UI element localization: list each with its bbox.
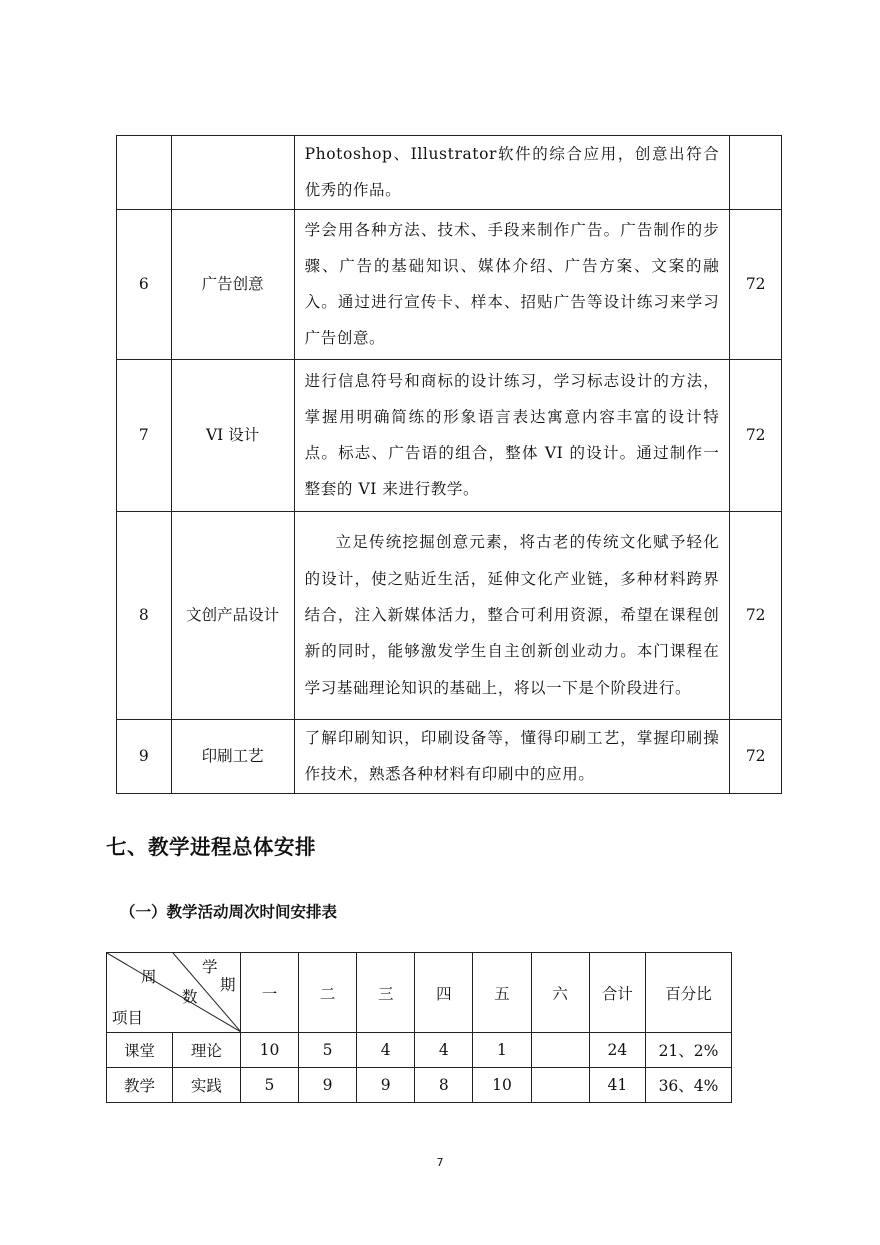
section-title: 七、教学进程总体安排 <box>106 835 316 859</box>
course-name <box>171 136 294 210</box>
group-label: 教学 <box>107 1068 173 1103</box>
course-name: VI 设计 <box>171 359 294 511</box>
column-header: 合计 <box>589 953 645 1033</box>
course-description: 学会用各种方法、技术、手段来制作广告。广告制作的步骤、广告的基础知识、媒体介绍、广告方案、文案的融入。通过进行宣传卡、样本、招贴广告等设计练习来学习广告创意。 <box>294 209 730 359</box>
corner-week: 周 <box>141 968 157 986</box>
course-hours: 72 <box>730 209 782 359</box>
course-description: 进行信息符号和商标的设计练习，学习标志设计的方法，掌握用明确简练的形象语言表达寓意内容丰富的设计特点。标志、广告语的组合，整体 VI 的设计。通过制作一整套的 VI 来进行教学。 <box>294 359 730 511</box>
column-header: 一 <box>240 953 298 1033</box>
course-hours: 72 <box>730 511 782 719</box>
course-number: 6 <box>117 209 172 359</box>
corner-item: 项目 <box>112 1009 144 1027</box>
course-description: Photoshop、Illustrator软件的综合应用，创意出符合优秀的作品。 <box>294 136 730 210</box>
table-cell: 36、4% <box>645 1068 731 1103</box>
table-row <box>107 1068 732 1103</box>
table-cell: 4 <box>357 1033 415 1068</box>
table-row <box>107 1033 732 1068</box>
course-number: 8 <box>117 511 172 719</box>
row-label: 理论 <box>172 1033 240 1068</box>
course-number: 9 <box>117 719 172 793</box>
course-name: 文创产品设计 <box>171 511 294 719</box>
table-cell: 8 <box>415 1068 473 1103</box>
table-cell: 1 <box>473 1033 531 1068</box>
table-cell <box>531 1068 589 1103</box>
course-number: 7 <box>117 359 172 511</box>
column-header: 百分比 <box>645 953 731 1033</box>
table-cell: 4 <box>415 1033 473 1068</box>
course-hours: 72 <box>730 359 782 511</box>
course-hours <box>730 136 782 210</box>
table-row <box>117 719 782 793</box>
table-cell: 5 <box>299 1033 357 1068</box>
course-table <box>116 135 782 794</box>
course-description: 立足传统挖掘创意元素，将古老的传统文化赋予轻化的设计，使之贴近生活，延伸文化产业链，多种材料跨界结合，注入新媒体活力，整合可利用资源，希望在课程创新的同时，能够激发学生自主创新创业动力。本门课程在学习基础理论知识的基础上，将以一下是个阶段进行。 <box>294 511 730 719</box>
table-cell: 5 <box>240 1068 298 1103</box>
schedule-table <box>106 952 732 1103</box>
table-row <box>117 136 782 210</box>
table-cell: 24 <box>589 1033 645 1068</box>
course-description: 了解印刷知识，印刷设备等，懂得印刷工艺，掌握印刷操作技术，熟悉各种材料有印刷中的应用。 <box>294 719 730 793</box>
column-header: 三 <box>357 953 415 1033</box>
table-cell: 10 <box>473 1068 531 1103</box>
table-row <box>117 209 782 359</box>
row-label: 实践 <box>172 1068 240 1103</box>
table-cell: 41 <box>589 1068 645 1103</box>
table-cell: 9 <box>299 1068 357 1103</box>
corner-semester-1: 学 <box>202 958 218 976</box>
subsection-title: （一）教学活动周次时间安排表 <box>120 903 338 921</box>
table-cell <box>531 1033 589 1068</box>
column-header: 四 <box>415 953 473 1033</box>
table-cell: 21、2% <box>645 1033 731 1068</box>
table-row <box>117 359 782 511</box>
table-row <box>117 511 782 719</box>
schedule-header-row <box>107 953 732 1033</box>
page-number: 7 <box>436 1156 444 1169</box>
corner-semester-2: 期 <box>220 976 236 994</box>
course-name: 广告创意 <box>171 209 294 359</box>
diagonal-header-cell <box>107 953 241 1033</box>
column-header: 五 <box>473 953 531 1033</box>
column-header: 六 <box>531 953 589 1033</box>
course-number <box>117 136 172 210</box>
column-header: 二 <box>299 953 357 1033</box>
table-cell: 10 <box>240 1033 298 1068</box>
corner-count: 数 <box>182 988 198 1006</box>
course-name: 印刷工艺 <box>171 719 294 793</box>
table-cell: 9 <box>357 1068 415 1103</box>
course-hours: 72 <box>730 719 782 793</box>
group-label: 课堂 <box>107 1033 173 1068</box>
